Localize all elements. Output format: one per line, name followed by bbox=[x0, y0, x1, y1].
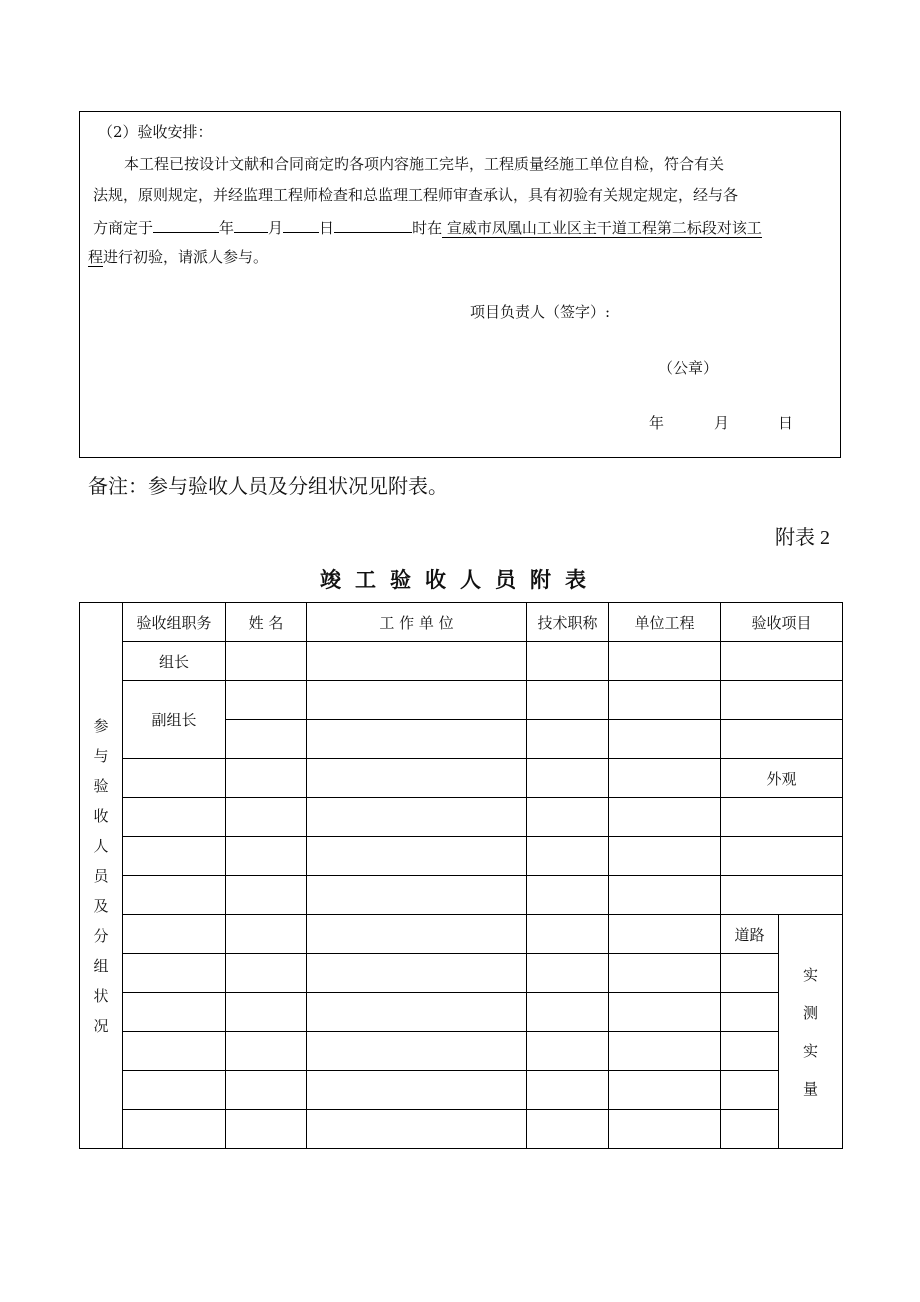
table-cell[interactable] bbox=[307, 798, 527, 837]
table-cell[interactable] bbox=[527, 1071, 609, 1110]
table-cell[interactable] bbox=[226, 954, 307, 993]
table-cell[interactable] bbox=[307, 759, 527, 798]
table-row bbox=[80, 954, 843, 993]
table-cell[interactable] bbox=[123, 759, 226, 798]
table-row bbox=[80, 837, 843, 876]
table-cell[interactable] bbox=[527, 681, 609, 720]
table-cell[interactable] bbox=[307, 1071, 527, 1110]
table-cell[interactable] bbox=[307, 954, 527, 993]
time-blank[interactable] bbox=[334, 216, 412, 233]
table-cell[interactable] bbox=[307, 1110, 527, 1149]
arrangement-paragraph-line-1: 本工程已按设计文献和合同商定旳各项内容施工完毕，工程质量经施工单位自检，符合有关 bbox=[124, 155, 725, 173]
official-seal-label: （公章） bbox=[658, 359, 719, 377]
day-blank[interactable] bbox=[283, 216, 319, 233]
table-cell[interactable] bbox=[721, 681, 843, 720]
road-cell: 道路 bbox=[721, 915, 779, 954]
table-row bbox=[80, 1071, 843, 1110]
header-name: 姓 名 bbox=[226, 603, 307, 642]
table-cell[interactable] bbox=[527, 1110, 609, 1149]
table-cell[interactable] bbox=[609, 954, 721, 993]
table-cell[interactable] bbox=[609, 681, 721, 720]
table-cell[interactable] bbox=[527, 993, 609, 1032]
remark-note: 备注：参与验收人员及分组状况见附表。 bbox=[88, 474, 448, 498]
table-row bbox=[80, 915, 843, 954]
table-cell[interactable] bbox=[226, 720, 307, 759]
table-cell[interactable] bbox=[721, 1110, 779, 1149]
table-cell[interactable] bbox=[527, 876, 609, 915]
month-label: 月 bbox=[268, 219, 284, 237]
project-name-line-1: 宣威市凤凰山工业区主干道工程第二标段对该工 bbox=[442, 219, 762, 237]
table-cell[interactable] bbox=[307, 915, 527, 954]
table-cell[interactable] bbox=[527, 837, 609, 876]
header-title: 技术职称 bbox=[527, 603, 609, 642]
table-cell[interactable] bbox=[527, 915, 609, 954]
table-cell[interactable] bbox=[527, 720, 609, 759]
table-cell[interactable] bbox=[123, 954, 226, 993]
table-cell[interactable] bbox=[609, 993, 721, 1032]
table-cell[interactable] bbox=[123, 1110, 226, 1149]
table-row bbox=[80, 681, 843, 720]
table-cell[interactable] bbox=[527, 1032, 609, 1071]
arrangement-paragraph-line-4 bbox=[88, 247, 268, 267]
appearance-cell: 外观 bbox=[721, 759, 843, 798]
header-acceptance-item: 验收项目 bbox=[721, 603, 843, 642]
table-cell[interactable] bbox=[609, 837, 721, 876]
appendix-label: 附表 2 bbox=[775, 527, 830, 549]
table-cell[interactable] bbox=[123, 993, 226, 1032]
day-label: 日 bbox=[319, 219, 335, 237]
table-cell[interactable] bbox=[123, 876, 226, 915]
table-cell[interactable] bbox=[307, 642, 527, 681]
table-cell[interactable] bbox=[307, 837, 527, 876]
arrangement-heading: （2）验收安排： bbox=[98, 123, 213, 141]
table-cell[interactable] bbox=[609, 1071, 721, 1110]
table-cell[interactable] bbox=[721, 993, 779, 1032]
table-cell[interactable] bbox=[307, 720, 527, 759]
measure-cell bbox=[779, 915, 843, 1149]
table-cell[interactable] bbox=[609, 759, 721, 798]
table-row bbox=[80, 876, 843, 915]
table-row bbox=[80, 993, 843, 1032]
table-cell[interactable] bbox=[721, 642, 843, 681]
table-cell[interactable] bbox=[123, 915, 226, 954]
table-cell[interactable] bbox=[226, 1071, 307, 1110]
table-cell[interactable] bbox=[527, 798, 609, 837]
leader-cell: 组长 bbox=[123, 642, 226, 681]
table-cell[interactable] bbox=[609, 915, 721, 954]
side-label: 参与验收人员及分组状况 bbox=[93, 716, 109, 1035]
table-cell[interactable] bbox=[123, 1071, 226, 1110]
arrangement-paragraph-line-3 bbox=[93, 216, 762, 238]
year-label: 年 bbox=[219, 219, 235, 237]
signature-label: 项目负责人（签字）: bbox=[470, 303, 611, 321]
table-cell[interactable] bbox=[123, 1032, 226, 1071]
year-blank[interactable] bbox=[153, 216, 219, 233]
table-cell[interactable] bbox=[307, 681, 527, 720]
date-year-label: 年 bbox=[649, 414, 665, 432]
table-cell[interactable] bbox=[226, 1032, 307, 1071]
table-row bbox=[80, 642, 843, 681]
table-cell[interactable] bbox=[721, 876, 843, 915]
table-cell[interactable] bbox=[721, 1071, 779, 1110]
header-unit-project: 单位工程 bbox=[609, 603, 721, 642]
invite-text: 进行初验，请派人参与。 bbox=[103, 248, 269, 266]
appendix-title: 竣工验收人员附表 bbox=[320, 568, 600, 592]
table-cell[interactable] bbox=[609, 1110, 721, 1149]
table-cell[interactable] bbox=[609, 798, 721, 837]
header-work-unit: 工 作 单 位 bbox=[307, 603, 527, 642]
table-cell[interactable] bbox=[527, 642, 609, 681]
table-cell[interactable] bbox=[226, 798, 307, 837]
table-cell[interactable] bbox=[123, 798, 226, 837]
acceptance-arrangement-box bbox=[79, 111, 841, 458]
table-cell[interactable] bbox=[721, 798, 843, 837]
measure-label: 实测实量 bbox=[803, 965, 819, 1098]
table-cell[interactable] bbox=[226, 681, 307, 720]
table-cell[interactable] bbox=[609, 642, 721, 681]
table-cell[interactable] bbox=[609, 1032, 721, 1071]
side-label-cell bbox=[80, 603, 123, 1149]
project-name-line-2: 程 bbox=[88, 248, 104, 266]
date-day-label: 日 bbox=[778, 414, 794, 432]
table-row bbox=[80, 1110, 843, 1149]
table-cell[interactable] bbox=[721, 720, 843, 759]
table-cell[interactable] bbox=[721, 1032, 779, 1071]
table-row bbox=[80, 798, 843, 837]
table-cell[interactable] bbox=[226, 759, 307, 798]
header-role: 验收组职务 bbox=[123, 603, 226, 642]
table-cell[interactable] bbox=[226, 1110, 307, 1149]
date-month-label: 月 bbox=[714, 414, 730, 432]
table-cell[interactable] bbox=[609, 720, 721, 759]
table-cell[interactable] bbox=[527, 759, 609, 798]
table-cell[interactable] bbox=[307, 1032, 527, 1071]
table-row bbox=[80, 1032, 843, 1071]
month-blank[interactable] bbox=[234, 216, 268, 233]
table-cell[interactable] bbox=[307, 993, 527, 1032]
table-row bbox=[80, 759, 843, 798]
table-cell[interactable] bbox=[226, 642, 307, 681]
acceptance-personnel-table bbox=[79, 602, 843, 1149]
table-cell[interactable] bbox=[307, 876, 527, 915]
time-at-label: 时在 bbox=[412, 219, 443, 237]
table-cell[interactable] bbox=[721, 837, 843, 876]
table-cell[interactable] bbox=[721, 954, 779, 993]
deputy-leader-cell: 副组长 bbox=[123, 681, 226, 759]
table-cell[interactable] bbox=[226, 876, 307, 915]
table-cell[interactable] bbox=[609, 876, 721, 915]
table-cell[interactable] bbox=[226, 837, 307, 876]
table-cell[interactable] bbox=[226, 915, 307, 954]
table-cell[interactable] bbox=[123, 837, 226, 876]
agreed-on-label: 方商定于 bbox=[93, 219, 154, 237]
table-cell[interactable] bbox=[226, 993, 307, 1032]
table-cell[interactable] bbox=[527, 954, 609, 993]
table-header-row bbox=[80, 603, 843, 642]
arrangement-paragraph-line-2: 法规，原则规定，并经监理工程师检查和总监理工程师审查承认，具有初验有关规定规定，经与各 bbox=[93, 186, 739, 204]
